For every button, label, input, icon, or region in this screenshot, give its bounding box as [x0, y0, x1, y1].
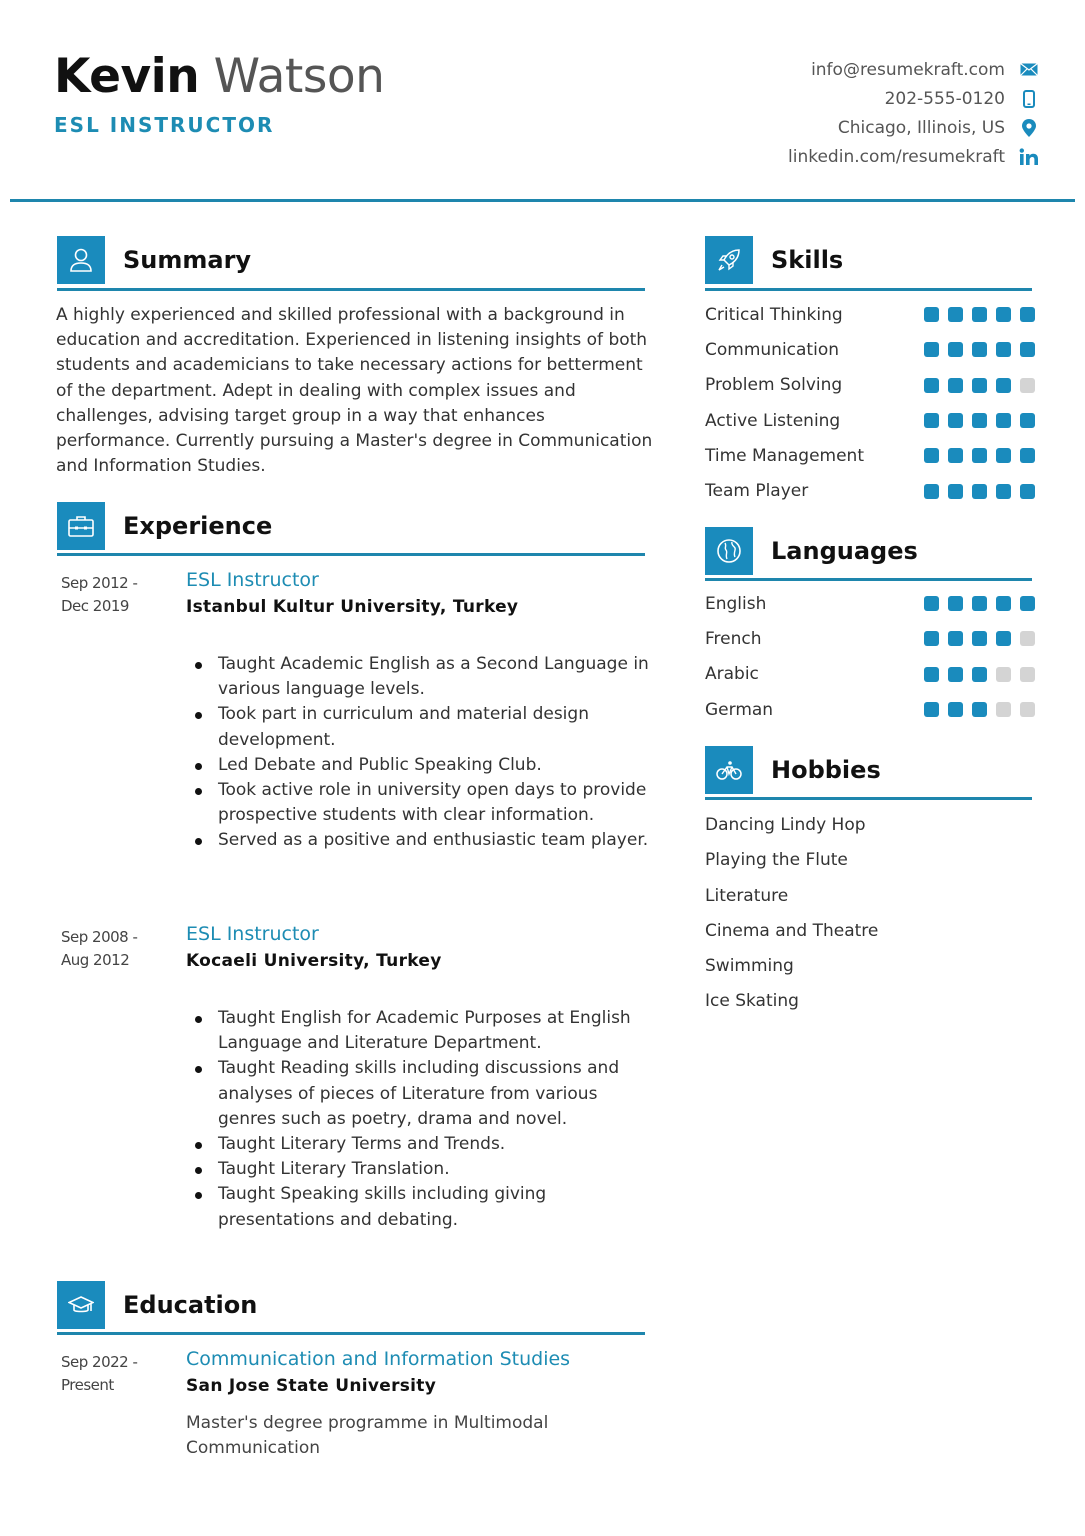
- rating-dot-filled: [972, 413, 987, 428]
- rating-dot-empty: [996, 667, 1011, 682]
- rating-dot-filled: [924, 702, 939, 717]
- rating-dot-filled: [996, 307, 1011, 322]
- job-date: [61, 926, 171, 972]
- skill-row: [705, 332, 1035, 367]
- contact-linkedin: [788, 142, 1039, 171]
- languages-divider: [705, 578, 1032, 581]
- job-role: ESL Instructor: [186, 569, 319, 591]
- language-row: [705, 586, 1035, 621]
- rating-dot-empty: [996, 702, 1011, 717]
- hobbies-header: [705, 746, 881, 794]
- skill-row: [705, 403, 1035, 438]
- rating-dot-filled: [996, 631, 1011, 646]
- job-organization: Istanbul Kultur University, Turkey: [186, 597, 519, 617]
- education-header: [57, 1281, 257, 1329]
- bullet-item: Served as a positive and enthusiastic team player.: [218, 828, 658, 853]
- hobby-item: Dancing Lindy Hop: [705, 815, 866, 835]
- skill-name: Active Listening: [705, 410, 841, 431]
- rocket-icon: [705, 236, 753, 284]
- briefcase-icon: [57, 502, 105, 550]
- rating-dot-filled: [924, 631, 939, 646]
- rating-dot-filled: [924, 484, 939, 499]
- job-bullets: [218, 1006, 658, 1233]
- rating-dot-empty: [1020, 702, 1035, 717]
- rating-dot-filled: [972, 307, 987, 322]
- contact-phone: [788, 84, 1039, 113]
- language-name: English: [705, 593, 767, 614]
- experience-header: [57, 502, 272, 550]
- rating-dot-filled: [996, 596, 1011, 611]
- skill-row: [705, 438, 1035, 473]
- education-divider: [57, 1332, 645, 1335]
- date-start: Sep 2022 -: [61, 1353, 138, 1371]
- rating-dot-empty: [1020, 667, 1035, 682]
- rating-dot-filled: [972, 484, 987, 499]
- rating-indicator: [915, 342, 1035, 357]
- rating-dot-filled: [948, 307, 963, 322]
- hobbies-title: Hobbies: [771, 756, 881, 784]
- rating-dot-filled: [948, 413, 963, 428]
- date-end: Present: [61, 1376, 114, 1394]
- rating-dot-filled: [996, 378, 1011, 393]
- user-icon: [57, 236, 105, 284]
- education-description: Master's degree programme in Multimodal Communication: [186, 1413, 549, 1458]
- job-date: [61, 572, 171, 618]
- hobby-item: Ice Skating: [705, 991, 799, 1012]
- rating-dot-filled: [1020, 307, 1035, 322]
- header-divider: [10, 199, 1075, 202]
- rating-dot-filled: [924, 307, 939, 322]
- rating-dot-filled: [972, 448, 987, 463]
- education-title: Education: [123, 1291, 258, 1319]
- email-text[interactable]: info@resumekraft.com: [811, 59, 1005, 80]
- rating-dot-filled: [972, 378, 987, 393]
- rating-dot-filled: [924, 342, 939, 357]
- language-row: [705, 657, 1035, 692]
- summary-text: A highly experienced and skilled professional with a background in education and accreditation. Experienced in listening insights of both students and academicians to take necessary actions for betterment of the department. Adept in dealing with complex issues and challenges, advising target group in a way that enhances performance. Currently pursuing a Master's degree in Communication and Information Studies.: [56, 305, 653, 477]
- rating-dot-filled: [972, 631, 987, 646]
- date-start: Sep 2008 -: [61, 928, 138, 946]
- bullet-item: Led Debate and Public Speaking Club.: [218, 753, 658, 778]
- rating-indicator: [915, 631, 1035, 646]
- bicycle-icon: [705, 746, 753, 794]
- rating-indicator: [915, 307, 1035, 322]
- rating-dot-filled: [972, 702, 987, 717]
- education-date: [61, 1351, 171, 1397]
- rating-dot-filled: [1020, 413, 1035, 428]
- location-pin-icon: [1019, 118, 1039, 138]
- degree: Communication and Information Studies: [186, 1348, 571, 1370]
- rating-dot-filled: [948, 484, 963, 499]
- rating-dot-filled: [1020, 342, 1035, 357]
- globe-icon: [705, 527, 753, 575]
- bullet-item: Taught Literary Translation.: [218, 1157, 658, 1182]
- phone-icon: [1019, 89, 1039, 109]
- hobby-item: Cinema and Theatre: [705, 920, 879, 941]
- contact-location: [788, 113, 1039, 142]
- skills-list: [705, 297, 1035, 509]
- job-bullets: [218, 652, 658, 854]
- rating-dot-filled: [996, 484, 1011, 499]
- rating-dot-empty: [1020, 631, 1035, 646]
- language-name: Arabic: [705, 664, 759, 685]
- language-row: [705, 692, 1035, 727]
- rating-indicator: [915, 448, 1035, 463]
- summary-header: [57, 236, 251, 284]
- language-row: [705, 621, 1035, 656]
- summary-title: Summary: [123, 246, 252, 274]
- rating-indicator: [915, 702, 1035, 717]
- candidate-name: [54, 48, 384, 106]
- job-organization: Kocaeli University, Turkey: [186, 951, 442, 971]
- rating-dot-filled: [948, 342, 963, 357]
- experience-title: Experience: [123, 512, 273, 540]
- skills-header: [705, 236, 843, 284]
- bullet-item: Taught Reading skills including discussions and analyses of pieces of Literature from various genres such as poetry, drama and novel.: [218, 1056, 658, 1132]
- skill-row: [705, 297, 1035, 332]
- skills-divider: [705, 288, 1032, 291]
- location-text: Chicago, Illinois, US: [837, 117, 1005, 138]
- rating-dot-filled: [1020, 596, 1035, 611]
- bullet-item: Taught English for Academic Purposes at English Language and Literature Department.: [218, 1006, 658, 1056]
- date-start: Sep 2012 -: [61, 574, 138, 592]
- rating-dot-filled: [924, 448, 939, 463]
- languages-title: Languages: [771, 537, 918, 565]
- skills-title: Skills: [771, 246, 844, 274]
- rating-dot-filled: [972, 667, 987, 682]
- graduation-cap-icon: [57, 1281, 105, 1329]
- rating-indicator: [915, 413, 1035, 428]
- first-name: Kevin: [54, 49, 200, 104]
- linkedin-text[interactable]: linkedin.com/resumekraft: [788, 146, 1005, 167]
- rating-dot-filled: [996, 342, 1011, 357]
- rating-dot-filled: [948, 631, 963, 646]
- hobby-item: Swimming: [705, 956, 794, 977]
- linkedin-icon: [1019, 147, 1039, 167]
- language-name: French: [705, 628, 762, 649]
- rating-dot-filled: [924, 667, 939, 682]
- rating-dot-filled: [996, 413, 1011, 428]
- skill-name: Team Player: [705, 481, 809, 502]
- rating-dot-empty: [1020, 378, 1035, 393]
- hobbies-divider: [705, 797, 1032, 800]
- rating-indicator: [915, 596, 1035, 611]
- bullet-item: Taught Academic English as a Second Language in various language levels.: [218, 652, 658, 702]
- rating-dot-filled: [924, 596, 939, 611]
- rating-dot-filled: [1020, 448, 1035, 463]
- last-name: Watson: [213, 49, 385, 104]
- bullet-item: Taught Speaking skills including giving presentations and debating.: [218, 1182, 658, 1232]
- date-end: Aug 2012: [61, 951, 130, 969]
- rating-dot-filled: [996, 448, 1011, 463]
- bullet-item: Took active role in university open days to provide prospective students with clear information.: [218, 778, 658, 828]
- date-end: Dec 2019: [61, 597, 129, 615]
- bullet-item: Took part in curriculum and material design development.: [218, 702, 658, 752]
- rating-dot-filled: [972, 596, 987, 611]
- summary-divider: [57, 288, 645, 291]
- rating-indicator: [915, 378, 1035, 393]
- school: San Jose State University: [186, 1376, 437, 1396]
- rating-dot-filled: [924, 413, 939, 428]
- rating-dot-filled: [948, 702, 963, 717]
- hobby-item: Playing the Flute: [705, 850, 848, 871]
- languages-list: [705, 586, 1035, 727]
- phone-text: 202-555-0120: [884, 88, 1005, 109]
- rating-dot-filled: [948, 448, 963, 463]
- languages-header: [705, 527, 918, 575]
- skill-name: Critical Thinking: [705, 304, 843, 325]
- rating-indicator: [915, 484, 1035, 499]
- bullet-item: Taught Literary Terms and Trends.: [218, 1132, 658, 1157]
- job-title: ESL INSTRUCTOR: [54, 113, 275, 137]
- rating-dot-filled: [972, 342, 987, 357]
- rating-dot-filled: [1020, 484, 1035, 499]
- skill-name: Problem Solving: [705, 375, 843, 396]
- skill-name: Time Management: [705, 445, 864, 466]
- rating-dot-filled: [924, 378, 939, 393]
- hobbies-list: [705, 808, 878, 1020]
- skill-row: [705, 368, 1035, 403]
- skill-row: [705, 473, 1035, 508]
- rating-dot-filled: [948, 667, 963, 682]
- rating-indicator: [915, 667, 1035, 682]
- skill-name: Communication: [705, 339, 839, 360]
- mail-icon: [1019, 60, 1039, 80]
- language-name: German: [705, 699, 774, 720]
- rating-dot-filled: [948, 596, 963, 611]
- hobby-item: Literature: [705, 885, 789, 906]
- rating-dot-filled: [948, 378, 963, 393]
- job-role: ESL Instructor: [186, 923, 319, 945]
- contact-info: [788, 55, 1039, 171]
- contact-email: [788, 55, 1039, 84]
- experience-divider: [57, 553, 645, 556]
